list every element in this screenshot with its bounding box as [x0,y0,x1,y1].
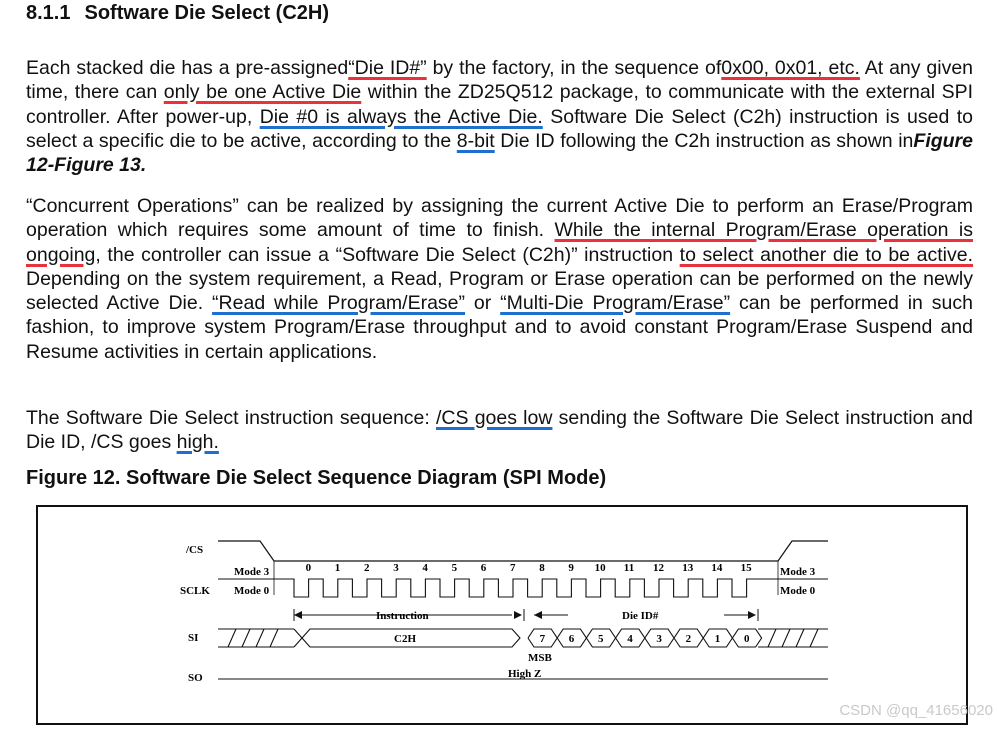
die-id-label: Die ID# [622,610,659,622]
paragraph-concurrent-operations [26,194,973,364]
highlight-read-while: “Read while Program/Erase” [212,292,466,315]
mode-left-0: Mode 0 [234,585,270,597]
bit-label: 7 [539,633,546,645]
instruction-label: Instruction [376,610,429,622]
highlight-die-id: “Die ID#” [348,57,427,79]
section-title: Software Die Select (C2H) [84,2,329,24]
timing-diagram-svg [38,507,966,723]
clock-number: 0 [305,562,312,574]
bit-label: 0 [744,633,750,645]
highlight-die-0-active: Die #0 is always the Active Die. [259,105,543,128]
highlight-one-active-die: only be one Active Die [163,81,362,104]
die-id-arrow-head-right [748,611,756,619]
clock-number: 8 [539,562,545,574]
paragraph-sequence [26,406,973,455]
highlight-sequence: 0x00, 0x01, etc. [721,57,860,79]
clock-number: 7 [510,562,516,574]
clock-number: 2 [364,562,370,574]
clock-number: 4 [422,562,428,574]
clock-number: 1 [334,562,341,574]
highlight-ongoing: While the internal Program/Erase operation is ongoing [26,219,974,266]
text: , the controller can issue a “Software Die Select (C2h)” instruction [95,243,680,266]
clock-number: 3 [393,562,399,574]
highlight-select-another: to select another die to be active. [679,243,973,266]
clock-number: 5 [451,562,458,574]
clock-number: 6 [480,562,487,574]
msb-label: MSB [528,652,552,664]
text: sending the Software Die Select instruction and Die ID, /CS goes [26,407,974,454]
signal-label-cs: /CS [186,544,204,556]
paragraph-die-id [26,56,973,177]
highlight-8-bit: 8-bit [456,129,495,152]
text: by the factory, in the sequence of [426,57,722,79]
instruction-value: C2H [394,633,416,645]
die-id-bits [528,629,762,647]
watermark: CSDN @qq_41656020 [839,702,993,719]
sclk-line [218,579,828,597]
si-tail [758,629,828,647]
bit-label: 6 [568,633,575,645]
bit-label: 3 [656,633,662,645]
mode-right-0: Mode 0 [780,585,816,597]
clock-numbers [306,562,752,574]
clock-number: 13 [682,562,694,574]
text: The Software Die Select instruction sequence: [26,407,437,429]
section-number: 8.1.1 [26,2,71,24]
figure-reference: Figure 12-Figure 13. [26,129,973,177]
sclk-waveform [218,579,828,597]
text: Depending on the system requirement, a Read, Program or Erase operation can be performed on the newly selected Active Die. [26,267,973,315]
text: can be performed in such fashion, to improve system Program/Erase throughput and to avoid constant Program/Erase Suspend and Resume activities in certain applications. [26,292,973,363]
bit-label: 4 [627,633,633,645]
section-heading [26,2,329,25]
text: Each stacked die has a pre-assigned [26,57,349,79]
text: within the ZD25Q512 package, to communicate with the external SPI controller. After power-up, [26,81,974,128]
figure-caption: Figure 12. Software Die Select Sequence Diagram (SPI Mode) [26,467,607,489]
so-high-z: High Z [508,668,542,680]
die-id-arrow-head-left [534,611,542,619]
instruction-arrow-head-right [514,611,522,619]
highlight-high: high. [176,431,219,454]
text: At any given time, there can [26,57,974,104]
signal-label-so: SO [188,672,203,684]
clock-number: 14 [711,562,723,574]
clock-number: 12 [653,562,664,574]
timing-diagram [36,505,968,725]
clock-number: 9 [568,562,574,574]
mode-left-3: Mode 3 [234,566,270,578]
text: Die ID following the C2h instruction as shown in [494,129,914,152]
text: Software Die Select (C2h) instruction is used to select a specific die to be active, according to the [26,105,974,152]
mode-right-3: Mode 3 [780,566,816,578]
text: “Concurrent Operations” can be realized by assigning the current Active Die to perform an Erase/Program operation which requires some amount of time to finish. [26,195,973,242]
cs-waveform [218,541,828,561]
clock-number: 10 [594,562,606,574]
highlight-cs-low: /CS goes low [436,407,553,429]
signal-label-si: SI [188,632,199,644]
si-waveform [218,629,520,647]
bit-label: 1 [714,633,721,645]
clock-number: 15 [740,562,752,574]
signal-label-sclk: SCLK [180,585,210,597]
text: or [465,292,501,315]
instruction-arrow-head-left [294,611,302,619]
bit-label: 2 [685,633,692,645]
highlight-multi-die: “Multi-Die Program/Erase” [500,292,731,315]
clock-number: 11 [623,562,635,574]
bit-label: 5 [598,633,604,645]
